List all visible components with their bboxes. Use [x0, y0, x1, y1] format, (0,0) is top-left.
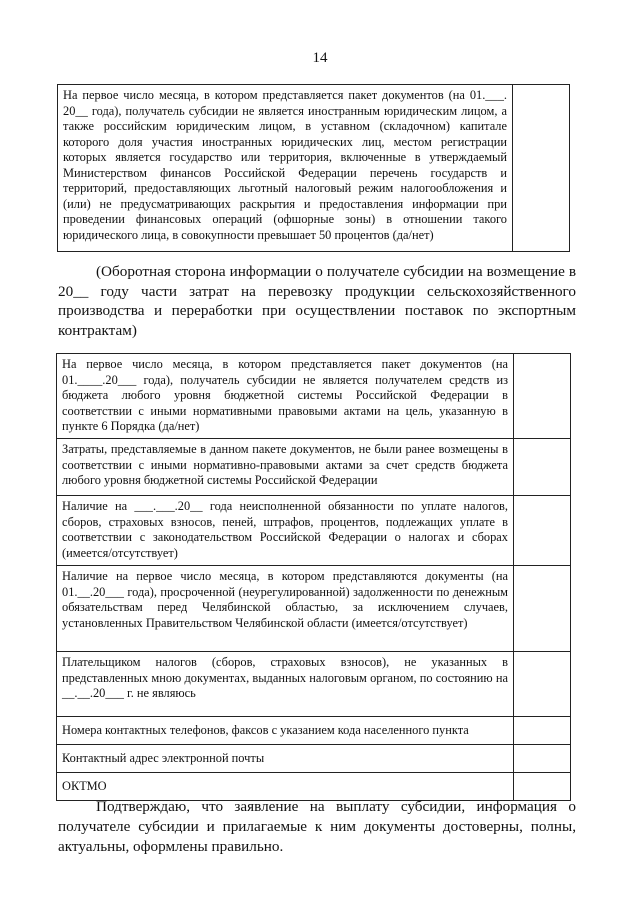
table-cell-text: Плательщиком налогов (сборов, страховых взносов), не указанных в представленных мною документах, выданных налоговым органом, по состоянию на __.__.20___ г. не являюсь — [57, 652, 514, 717]
table-row — [57, 566, 571, 652]
table-cell-text: ОКТМО — [57, 773, 514, 801]
table-cell-answer[interactable] — [514, 717, 571, 745]
table-cell-answer[interactable] — [514, 439, 571, 496]
offshore-info-table — [57, 84, 570, 252]
recipient-info-table — [56, 353, 571, 801]
table-row — [57, 717, 571, 745]
page-number: 14 — [312, 50, 328, 66]
table-cell-text: Затраты, представляемые в данном пакете документов, не были ранее возмещены в соответствии с иными нормативно-правовыми актами за счет средств бюджета любого уровня бюджетной системы Российской Федерации — [57, 439, 514, 496]
table-cell-text: Наличие на ___.___.20__ года неисполненной обязанности по уплате налогов, сборов, страховых взносов, пеней, штрафов, процентов, подлежащих уплате в соответствии с законодательством Российской Федерации о налогах и сборах (имеется/отсутствует) — [57, 496, 514, 566]
table-row — [58, 85, 570, 252]
table-cell-answer[interactable] — [514, 354, 571, 439]
table-cell-text: Наличие на первое число месяца, в котором представляются документы (на 01.__.20___ года), просроченной (неурегулированной) задолженности по денежным обязательствам перед Челябинской областью, за исключением случаев, установленных Правительством Челябинской области (имеется/отсутствует) — [57, 566, 514, 652]
table-cell-text: Номера контактных телефонов, факсов с указанием кода населенного пункта — [57, 717, 514, 745]
table-cell-answer[interactable] — [514, 745, 571, 773]
confirmation-statement: Подтверждаю, что заявление на выплату субсидии, информация о получателе субсидии и прилагаемые к ним документы достоверны, полны, актуальны, оформлены правильно. — [58, 798, 576, 855]
reverse-side-caption: (Оборотная сторона информации о получателе субсидии на возмещение в 20__ году части затрат на перевозку продукции сельскохозяйственного производства и переработки при осуществлении поставок по экспортным контрактам) — [58, 263, 576, 339]
table-cell-answer[interactable] — [514, 496, 571, 566]
table-cell-text: На первое число месяца, в котором представляется пакет документов (на 01.____.20___ года), получатель субсидии не является получателем средств из бюджета любого уровня бюджетной системы Российской Федерации в соответствии с иными нормативными правовыми актами на цель, указанную в пункте 6 Порядка (да/нет) — [57, 354, 514, 439]
table-cell-answer[interactable] — [513, 85, 570, 252]
table-row — [57, 496, 571, 566]
table-cell-text: На первое число месяца, в котором представляется пакет документов (на 01.___. 20__ года), получатель субсидии не является иностранным юридическим лицом, а также российским юридическим лицом, в уставном (складочном) капитале которого доля участия иностранных юридических лиц, местом регистрации которых является государство или территория, включенные в утверждаемый Министерством финансов Российской Федерации перечень государств и территорий, предоставляющих льготный налоговый режим налогообложения и (или) не предусматривающих раскрытия и предоставления информации при проведении финансовых операций (офшорные зоны) в отношении такого юридического лица, в совокупности превышает 50 процентов (да/нет) — [58, 85, 513, 252]
table-cell-answer[interactable] — [514, 566, 571, 652]
table-row — [57, 745, 571, 773]
table-row — [57, 652, 571, 717]
table-row — [57, 439, 571, 496]
table-cell-text: Контактный адрес электронной почты — [57, 745, 514, 773]
table-cell-answer[interactable] — [514, 652, 571, 717]
table-row — [57, 354, 571, 439]
